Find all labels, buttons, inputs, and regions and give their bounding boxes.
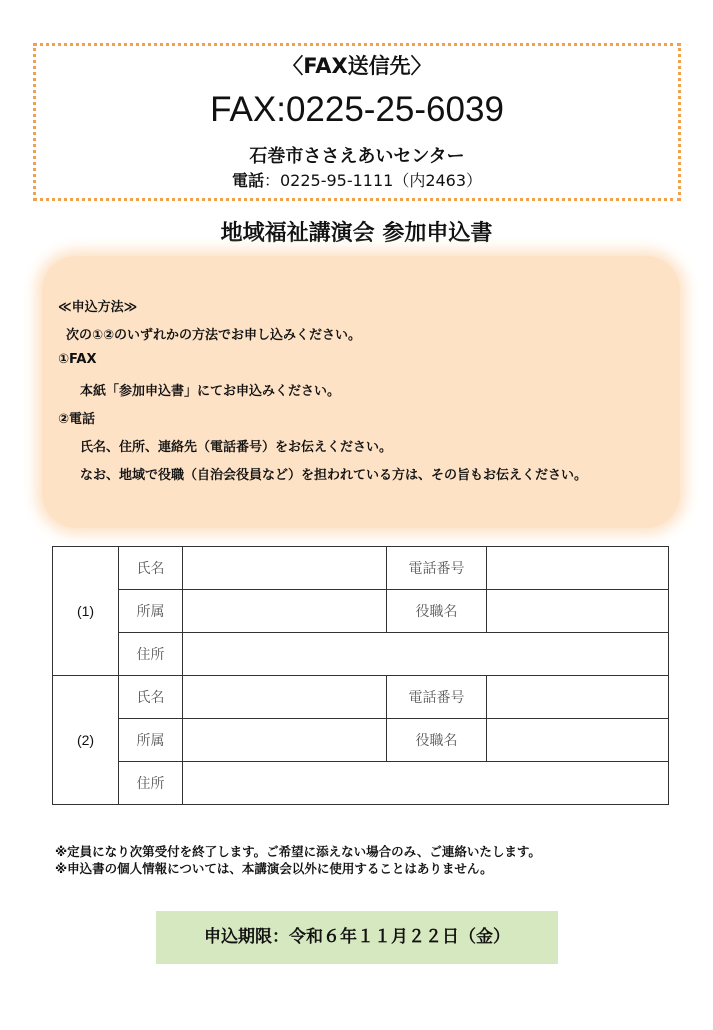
address-label: 住所 [119,633,183,676]
note-privacy: ※申込書の個人情報については、本講演会以外に使用することはありません。 [55,861,493,876]
entry-number: (2) [53,676,119,805]
position-field[interactable] [487,719,669,762]
position-label: 役職名 [387,719,487,762]
name-label: 氏名 [119,676,183,719]
affiliation-field[interactable] [183,590,387,633]
option1-title: ①FAX [58,352,97,367]
organization-name: 石巻市ささえあいセンター [249,146,465,167]
phone-number-field[interactable] [487,676,669,719]
table-row [53,676,669,719]
entry-number: (1) [53,547,119,676]
option1-text: 本紙「参加申込書」にてお申込みください。 [80,384,341,399]
table-row [53,762,669,805]
affiliation-label: 所属 [119,719,183,762]
address-field[interactable] [183,762,669,805]
method-intro: 次の①②のいずれかの方法でお申し込みください。 [66,328,362,343]
fax-number: FAX:0225-25-6039 [210,90,504,129]
affiliation-field[interactable] [183,719,387,762]
address-field[interactable] [183,633,669,676]
phone-number-label: 電話番号 [387,547,487,590]
address-label: 住所 [119,762,183,805]
position-label: 役職名 [387,590,487,633]
position-field[interactable] [487,590,669,633]
deadline-banner: 申込期限：令和６年１１月２２日（金） [156,911,558,964]
name-field[interactable] [183,676,387,719]
table-row [53,590,669,633]
table-row [53,719,669,762]
phone-line [36,168,678,191]
application-form-table [52,546,669,805]
note-capacity: ※定員になり次第受付を終了します。ご希望に添えない場合のみ、ご連絡いたします。 [55,844,541,859]
name-label: 氏名 [119,547,183,590]
phone-value: ：0225-95-1111（内2463） [263,171,483,190]
option2-text-1: 氏名、住所、連絡先（電話番号）をお伝えください。 [80,440,393,455]
document-title: 地域福祉講演会 参加申込書 [220,221,493,246]
notes [55,843,541,877]
phone-label: 電話 [231,171,264,190]
table-row [53,547,669,590]
phone-number-field[interactable] [487,547,669,590]
affiliation-label: 所属 [119,590,183,633]
option2-title: ②電話 [58,412,96,427]
table-row [53,633,669,676]
name-field[interactable] [183,547,387,590]
fax-heading: 〈FAX送信先〉 [282,54,432,78]
phone-number-label: 電話番号 [387,676,487,719]
fax-destination-box [33,43,681,201]
option2-text-2: なお、地域で役職（自治会役員など）を担われている方は、その旨もお伝えください。 [80,468,588,483]
method-heading: ≪申込方法≫ [58,300,138,315]
application-method-box [42,256,680,528]
